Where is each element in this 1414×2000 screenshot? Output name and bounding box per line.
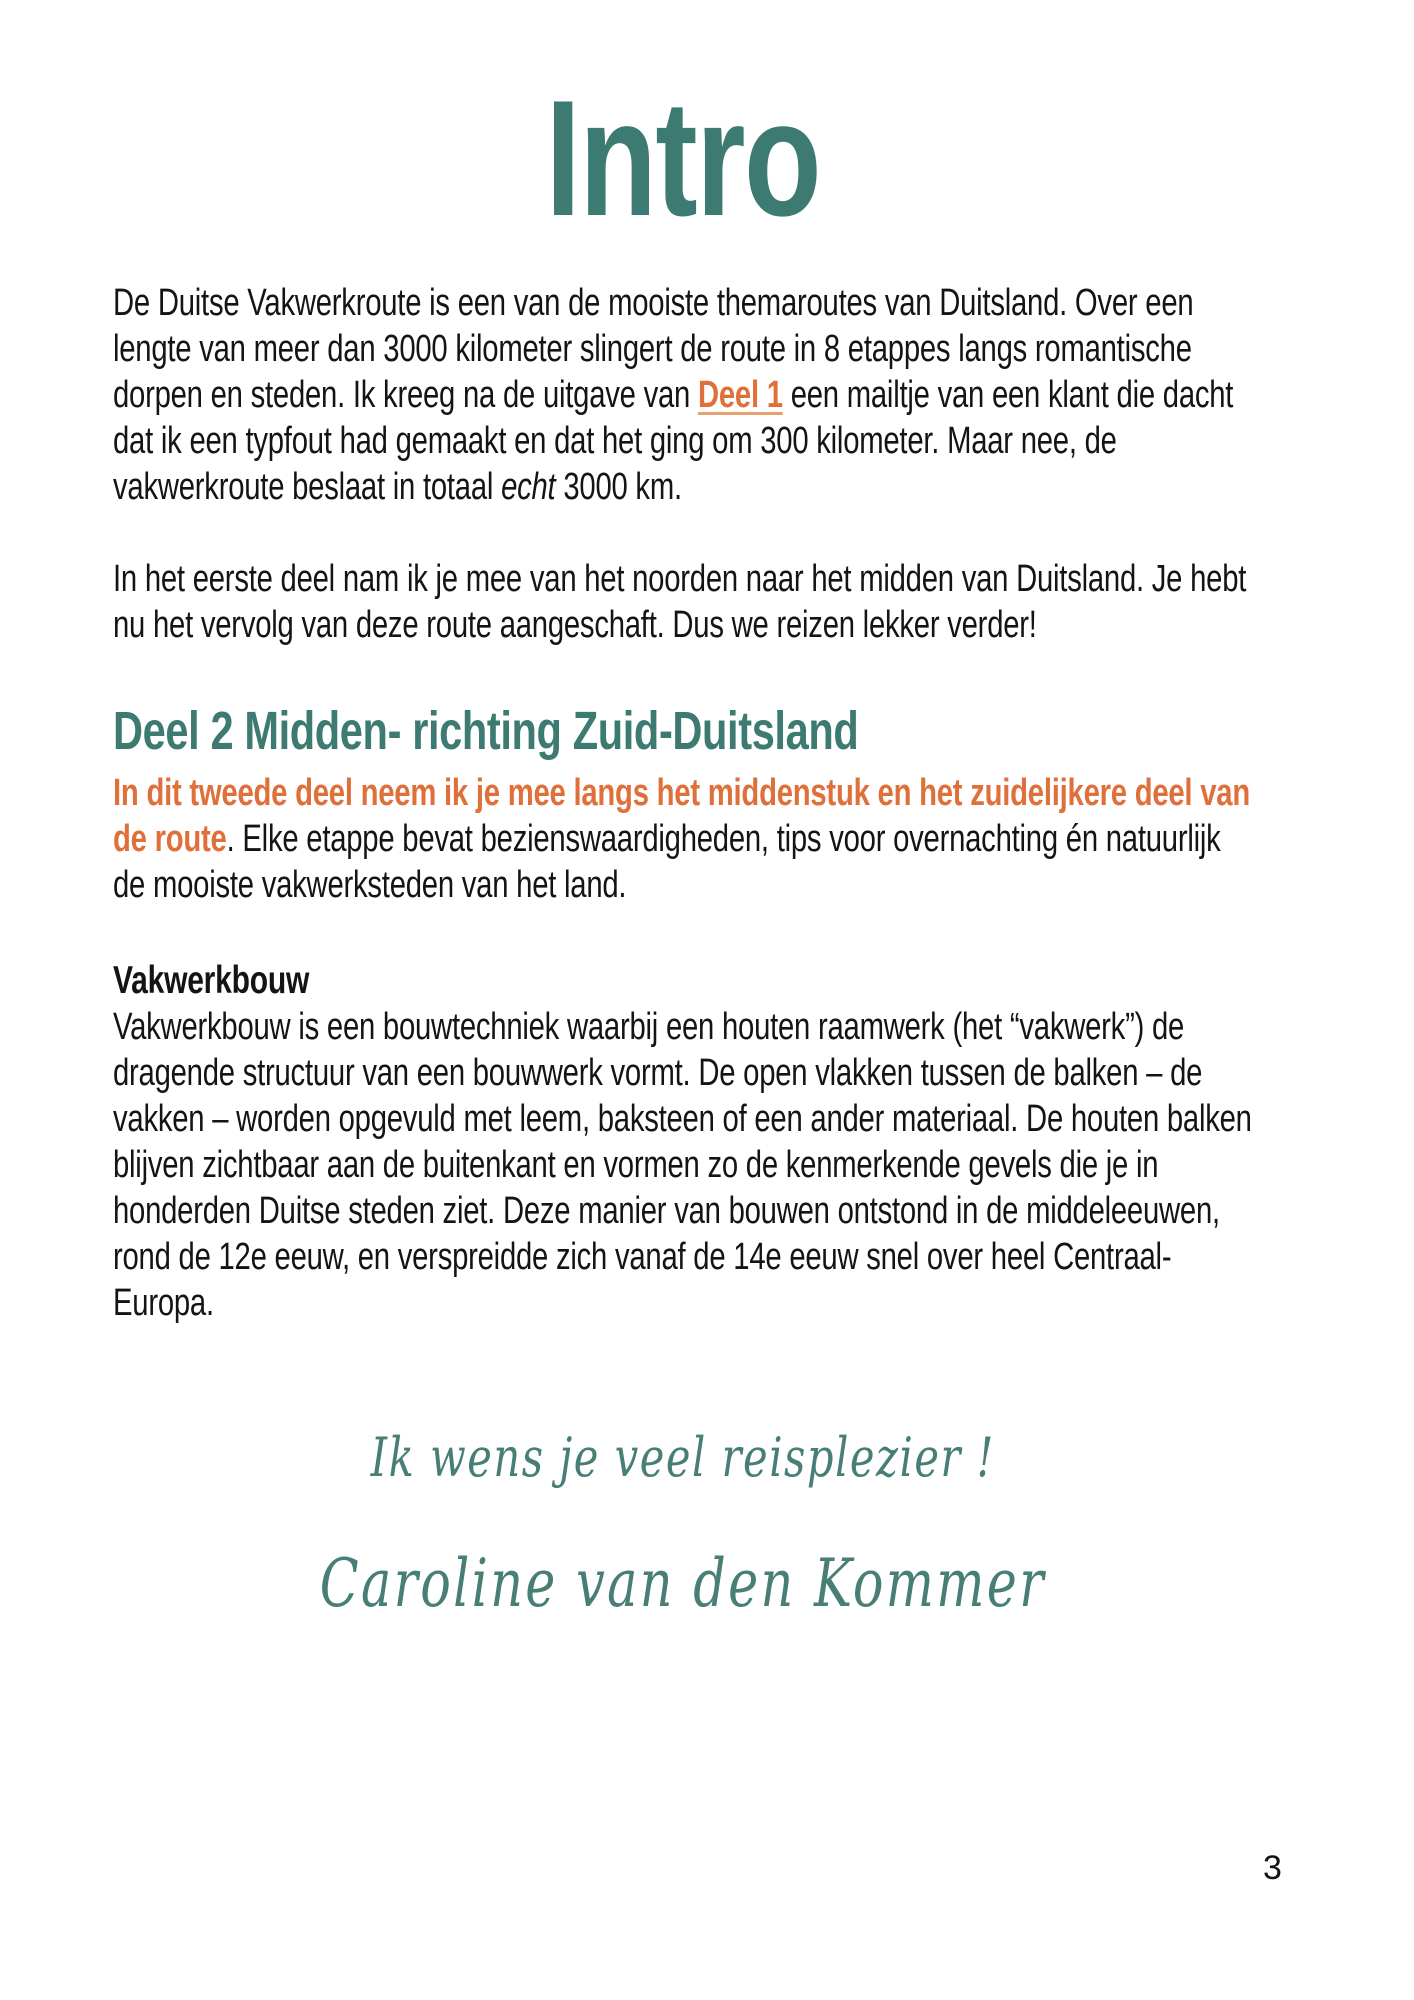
intro-paragraph-2: In het eerste deel nam ik je mee van het noorden naar het midden van Duitsland. Je hebt nu het vervolg van deze route aangeschaft. Dus we reizen lekker verder!: [113, 558, 1247, 646]
author-signature: Caroline van den Kommer: [319, 1545, 1046, 1622]
intro-paragraph-1: [113, 280, 1253, 510]
content-column: [113, 0, 1253, 1632]
page-title: Intro: [545, 66, 821, 250]
deel1-link[interactable]: Deel 1: [697, 374, 783, 416]
intro-paragraph-1-text-mid: een mailtje van een klant die dacht dat ik een typfout had gemaakt en dat het ging om 300 kilometer. Maar nee, de vakwerkroute beslaat in totaal: [113, 374, 1234, 508]
vakwerkbouw-subheading: Vakwerkbouw: [113, 959, 310, 1002]
intro-paragraph-1-text-end: 3000 km.: [555, 466, 682, 508]
vakwerkbouw-paragraph: Vakwerkbouw is een bouwtechniek waarbij een houten raamwerk (het “vakwerk”) de dragende structuur van een bouwwerk vormt. De open vlakken tussen de balken – de vakken – worden opgevuld met leem, baksteen of een ander materiaal. De houten balken blijven zichtbaar aan de buitenkant en vormen zo de kenmerkende gevels die je in honderden Duitse steden ziet. Deze manier van bouwen ontstond in de middeleeuwen, rond de 12e eeuw, en verspreidde zich vanaf de 14e eeuw snel over heel Centraal-Europa.: [113, 1006, 1252, 1324]
page-number: 3: [1263, 1849, 1282, 1887]
deel2-lead-paragraph: [113, 770, 1253, 908]
closing-wish-script: Ik wens je veel reisplezier !: [370, 1426, 995, 1489]
intro-paragraph-1-text-start: De Duitse Vakwerkroute is een van de mooiste themaroutes van Duitsland. Over een lengte van meer dan 3000 kilometer slingert de route in 8 etappes langs romantische dorpen en steden. Ik kreeg na de uitgave van: [113, 282, 1194, 416]
deel2-lead-highlight: In dit tweede deel neem ik je mee langs het middenstuk en het zuidelijkere deel van de route: [113, 772, 1250, 860]
deel2-lead-rest: . Elke etappe bevat bezienswaardigheden, tips voor overnachting én natuurlijk de mooiste vakwerksteden van het land.: [113, 818, 1221, 906]
intro-paragraph-1-italic-word: echt: [501, 466, 556, 508]
deel2-section-heading: Deel 2 Midden- richting Zuid-Duitsland: [113, 701, 859, 761]
